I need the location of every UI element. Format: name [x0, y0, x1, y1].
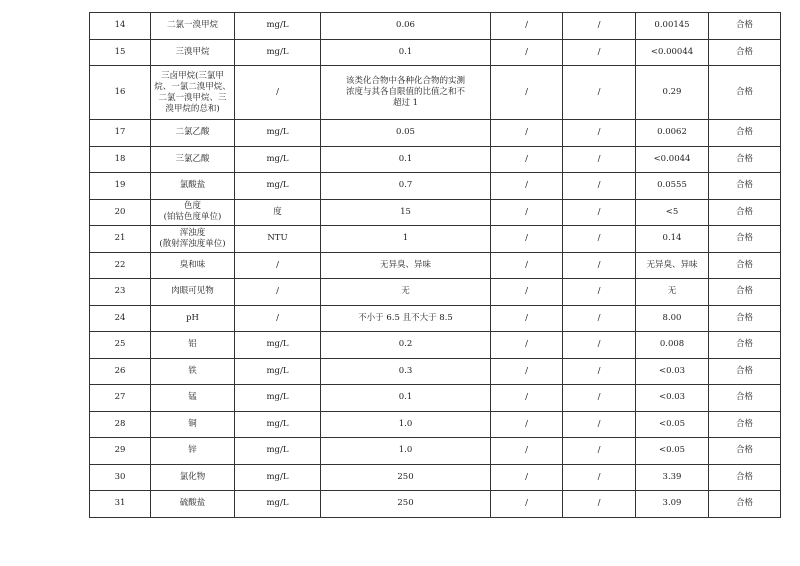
unit-cell: / [235, 252, 321, 279]
test-result-cell: 3.09 [636, 491, 709, 518]
judgement-cell: 合格 [709, 120, 781, 147]
unit-cell: mg/L [235, 146, 321, 173]
row-number-cell: 15 [90, 39, 151, 66]
judgement-cell: 合格 [709, 13, 781, 40]
blank-column-b-cell: / [563, 332, 636, 359]
table-row [90, 279, 781, 306]
test-result-cell: 0.00145 [636, 13, 709, 40]
standard-limit-cell: 250 [321, 491, 491, 518]
blank-column-b-cell: / [563, 305, 636, 332]
blank-column-a-cell: / [491, 491, 563, 518]
row-number-cell: 28 [90, 411, 151, 438]
judgement-cell: 合格 [709, 332, 781, 359]
test-item-cell: 三氯乙酸 [151, 146, 235, 173]
test-result-cell: 无异臭、异味 [636, 252, 709, 279]
row-number-cell: 18 [90, 146, 151, 173]
blank-column-a-cell: / [491, 332, 563, 359]
blank-column-a-cell: / [491, 199, 563, 226]
standard-limit-cell: 15 [321, 199, 491, 226]
blank-column-a-cell: / [491, 358, 563, 385]
test-result-cell: 0.0062 [636, 120, 709, 147]
row-number-cell: 22 [90, 252, 151, 279]
blank-column-b-cell: / [563, 226, 636, 253]
table-row [90, 464, 781, 491]
test-result-cell: 3.39 [636, 464, 709, 491]
test-item-cell: 臭和味 [151, 252, 235, 279]
blank-column-a-cell: / [491, 66, 563, 120]
row-number-cell: 27 [90, 385, 151, 412]
row-number-cell: 24 [90, 305, 151, 332]
table-row [90, 332, 781, 359]
standard-limit-cell: 0.1 [321, 385, 491, 412]
unit-cell: / [235, 279, 321, 306]
judgement-cell: 合格 [709, 66, 781, 120]
row-number-cell: 20 [90, 199, 151, 226]
blank-column-a-cell: / [491, 385, 563, 412]
blank-column-b-cell: / [563, 385, 636, 412]
test-result-cell: 0.14 [636, 226, 709, 253]
unit-cell: mg/L [235, 491, 321, 518]
test-item-cell: 硫酸盐 [151, 491, 235, 518]
blank-column-a-cell: / [491, 411, 563, 438]
test-result-cell: 无 [636, 279, 709, 306]
blank-column-a-cell: / [491, 438, 563, 465]
row-number-cell: 17 [90, 120, 151, 147]
unit-cell: mg/L [235, 411, 321, 438]
blank-column-b-cell: / [563, 358, 636, 385]
blank-column-b-cell: / [563, 173, 636, 200]
test-result-cell: <0.05 [636, 411, 709, 438]
judgement-cell: 合格 [709, 491, 781, 518]
standard-limit-cell: 1.0 [321, 411, 491, 438]
standard-limit-cell: 0.7 [321, 173, 491, 200]
blank-column-a-cell: / [491, 252, 563, 279]
blank-column-b-cell: / [563, 252, 636, 279]
test-result-cell: <0.03 [636, 385, 709, 412]
standard-limit-cell: 0.06 [321, 13, 491, 40]
row-number-cell: 31 [90, 491, 151, 518]
standard-limit-cell: 0.1 [321, 146, 491, 173]
standard-limit-cell: 无异臭、异味 [321, 252, 491, 279]
blank-column-b-cell: / [563, 39, 636, 66]
standard-limit-cell: 1 [321, 226, 491, 253]
blank-column-a-cell: / [491, 39, 563, 66]
judgement-cell: 合格 [709, 358, 781, 385]
table-row [90, 13, 781, 40]
test-result-cell: <0.03 [636, 358, 709, 385]
standard-limit-cell: 该类化合物中各种化合物的实测 浓度与其各自限值的比值之和不 超过 1 [321, 66, 491, 120]
blank-column-b-cell: / [563, 464, 636, 491]
judgement-cell: 合格 [709, 279, 781, 306]
blank-column-b-cell: / [563, 438, 636, 465]
test-item-cell: 氯酸盐 [151, 173, 235, 200]
table-row [90, 305, 781, 332]
standard-limit-cell: 0.05 [321, 120, 491, 147]
test-result-cell: 0.29 [636, 66, 709, 120]
judgement-cell: 合格 [709, 438, 781, 465]
test-item-cell: 铝 [151, 332, 235, 359]
test-item-cell: 二氯乙酸 [151, 120, 235, 147]
test-result-cell: <0.05 [636, 438, 709, 465]
blank-column-b-cell: / [563, 411, 636, 438]
row-number-cell: 14 [90, 13, 151, 40]
standard-limit-cell: 不小于 6.5 且不大于 8.5 [321, 305, 491, 332]
row-number-cell: 23 [90, 279, 151, 306]
unit-cell: mg/L [235, 464, 321, 491]
blank-column-a-cell: / [491, 279, 563, 306]
judgement-cell: 合格 [709, 385, 781, 412]
table-row [90, 66, 781, 120]
blank-column-a-cell: / [491, 173, 563, 200]
table-row [90, 358, 781, 385]
standard-limit-cell: 1.0 [321, 438, 491, 465]
test-item-cell: 色度 (铂钴色度单位) [151, 199, 235, 226]
row-number-cell: 16 [90, 66, 151, 120]
blank-column-b-cell: / [563, 491, 636, 518]
unit-cell: / [235, 305, 321, 332]
judgement-cell: 合格 [709, 411, 781, 438]
test-result-cell: 0.0555 [636, 173, 709, 200]
test-item-cell: 氯化物 [151, 464, 235, 491]
unit-cell: mg/L [235, 120, 321, 147]
table-row [90, 199, 781, 226]
water-quality-results-table [89, 12, 781, 518]
table-row [90, 411, 781, 438]
blank-column-b-cell: / [563, 146, 636, 173]
judgement-cell: 合格 [709, 199, 781, 226]
blank-column-a-cell: / [491, 464, 563, 491]
test-item-cell: 锌 [151, 438, 235, 465]
judgement-cell: 合格 [709, 173, 781, 200]
table-row [90, 226, 781, 253]
judgement-cell: 合格 [709, 252, 781, 279]
blank-column-a-cell: / [491, 146, 563, 173]
standard-limit-cell: 无 [321, 279, 491, 306]
table-row [90, 438, 781, 465]
table-row [90, 120, 781, 147]
table-row [90, 252, 781, 279]
test-item-cell: 铁 [151, 358, 235, 385]
table-row [90, 146, 781, 173]
test-item-cell: 肉眼可见物 [151, 279, 235, 306]
judgement-cell: 合格 [709, 146, 781, 173]
unit-cell: mg/L [235, 173, 321, 200]
row-number-cell: 25 [90, 332, 151, 359]
blank-column-b-cell: / [563, 13, 636, 40]
blank-column-b-cell: / [563, 120, 636, 147]
test-result-cell: <0.0044 [636, 146, 709, 173]
unit-cell: mg/L [235, 438, 321, 465]
unit-cell: mg/L [235, 358, 321, 385]
table-row [90, 173, 781, 200]
test-item-cell: 二氯一溴甲烷 [151, 13, 235, 40]
row-number-cell: 29 [90, 438, 151, 465]
table-row [90, 385, 781, 412]
test-result-cell: <5 [636, 199, 709, 226]
blank-column-a-cell: / [491, 305, 563, 332]
blank-column-a-cell: / [491, 120, 563, 147]
judgement-cell: 合格 [709, 464, 781, 491]
test-item-cell: pH [151, 305, 235, 332]
unit-cell: / [235, 66, 321, 120]
row-number-cell: 26 [90, 358, 151, 385]
test-result-cell: 0.008 [636, 332, 709, 359]
table-row [90, 39, 781, 66]
blank-column-b-cell: / [563, 66, 636, 120]
table-body [90, 13, 781, 518]
unit-cell: mg/L [235, 13, 321, 40]
standard-limit-cell: 0.1 [321, 39, 491, 66]
test-item-cell: 三溴甲烷 [151, 39, 235, 66]
blank-column-a-cell: / [491, 13, 563, 40]
judgement-cell: 合格 [709, 305, 781, 332]
test-result-cell: <0.00044 [636, 39, 709, 66]
blank-column-a-cell: / [491, 226, 563, 253]
unit-cell: mg/L [235, 385, 321, 412]
unit-cell: NTU [235, 226, 321, 253]
unit-cell: 度 [235, 199, 321, 226]
test-result-cell: 8.00 [636, 305, 709, 332]
blank-column-b-cell: / [563, 279, 636, 306]
standard-limit-cell: 0.2 [321, 332, 491, 359]
standard-limit-cell: 250 [321, 464, 491, 491]
unit-cell: mg/L [235, 39, 321, 66]
test-item-cell: 浑浊度 (散射浑浊度单位) [151, 226, 235, 253]
test-item-cell: 锰 [151, 385, 235, 412]
row-number-cell: 30 [90, 464, 151, 491]
row-number-cell: 21 [90, 226, 151, 253]
blank-column-b-cell: / [563, 199, 636, 226]
table-row [90, 491, 781, 518]
standard-limit-cell: 0.3 [321, 358, 491, 385]
judgement-cell: 合格 [709, 226, 781, 253]
test-item-cell: 铜 [151, 411, 235, 438]
judgement-cell: 合格 [709, 39, 781, 66]
unit-cell: mg/L [235, 332, 321, 359]
test-item-cell: 三卤甲烷(三氯甲 烷、一氯二溴甲烷、 二氯一溴甲烷、三 溴甲烷的总和) [151, 66, 235, 120]
row-number-cell: 19 [90, 173, 151, 200]
